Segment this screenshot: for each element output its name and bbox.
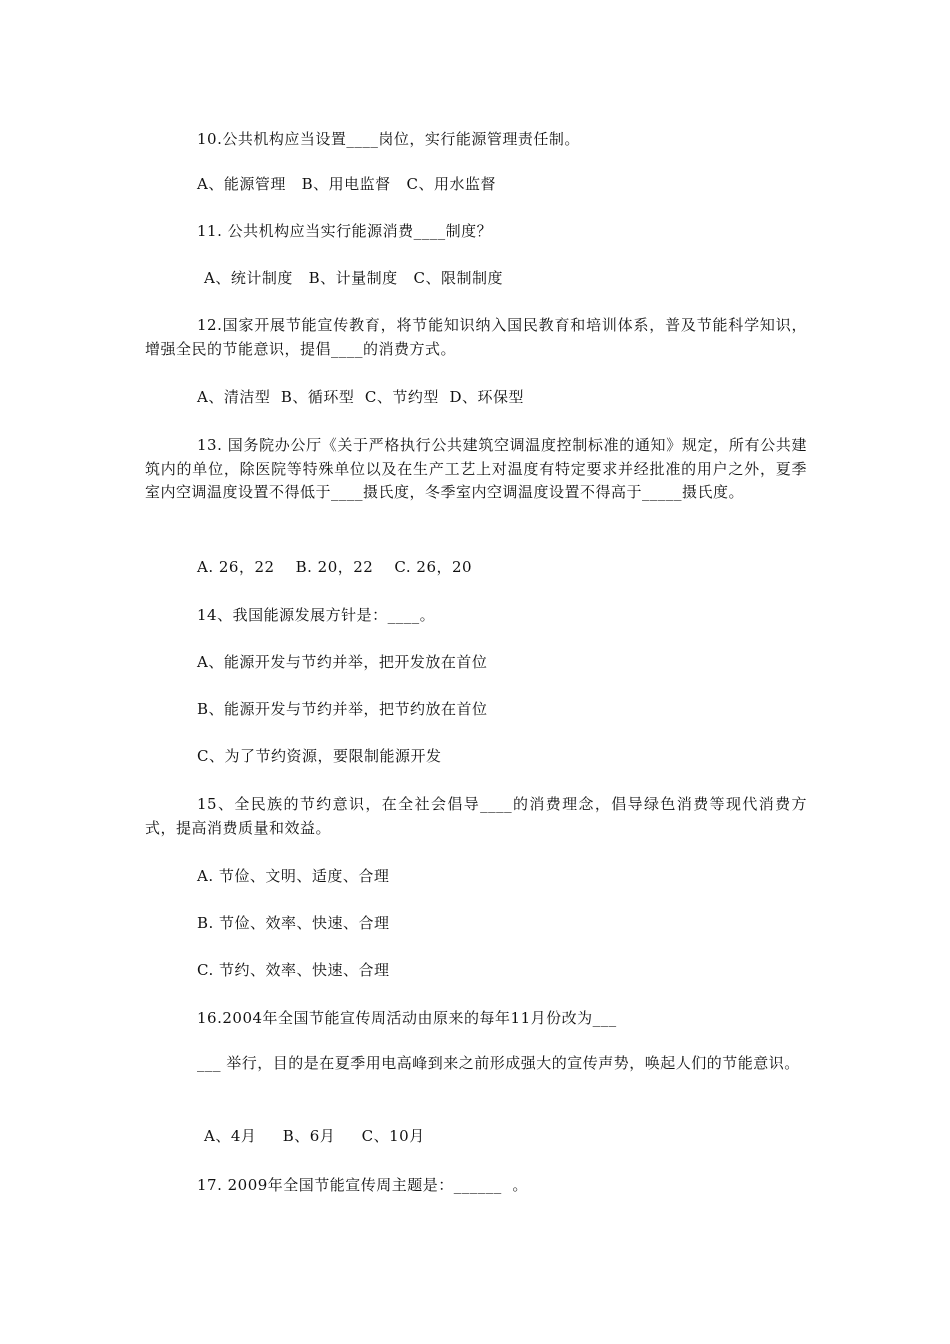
question-15-option-c: C. 节约、效率、快速、合理 — [197, 961, 390, 979]
question-10-stem: 10.公共机构应当设置____岗位，实行能源管理责任制。 — [197, 130, 580, 148]
question-11-stem: 11. 公共机构应当实行能源消费____制度？ — [197, 222, 493, 240]
question-14-option-b: B、能源开发与节约并举，把节约放在首位 — [197, 700, 488, 718]
question-15-option-b: B. 节俭、效率、快速、合理 — [197, 914, 390, 932]
question-16-stem-line1: 16.2004年全国节能宣传周活动由原来的每年11月份改为___ — [197, 1009, 617, 1027]
question-10-options: A、能源管理 B、用电监督 C、用水监督 — [197, 175, 496, 193]
question-13-stem: 13. 国务院办公厅《关于严格执行公共建筑空调温度控制标准的通知》规定，所有公共建筑内的单位，除医院等特殊单位以及在生产工艺上对温度有特定要求并经批准的用户之外，夏季室内空调温度设置不得低于____摄氏度，冬季室内空调温度设置不得高于_____摄氏度。 — [145, 436, 807, 501]
question-11-options: A、统计制度 B、计量制度 C、限制制度 — [204, 269, 503, 287]
question-17-stem: 17. 2009年全国节能宣传周主题是：______ 。 — [197, 1176, 528, 1194]
question-14-option-a: A、能源开发与节约并举，把开发放在首位 — [197, 653, 488, 671]
question-14-stem: 14、我国能源发展方针是：____。 — [197, 606, 436, 624]
question-16-options: A、4月 B、6月 C、10月 — [204, 1127, 425, 1145]
question-16-stem-line2: ___ 举行，目的是在夏季用电高峰到来之前形成强大的宣传声势，唤起人们的节能意识。 — [197, 1054, 800, 1072]
question-15-stem: 15、全民族的节约意识，在全社会倡导____的消费理念，倡导绿色消费等现代消费方式，提高消费质量和效益。 — [145, 795, 807, 837]
question-15-option-a: A. 节俭、文明、适度、合理 — [197, 867, 390, 885]
question-13-options: A. 26，22 B. 20，22 C. 26，20 — [197, 558, 473, 576]
question-12-options: A、清洁型 B、循环型 C、节约型 D、环保型 — [197, 388, 524, 406]
question-12-stem: 12.国家开展节能宣传教育，将节能知识纳入国民教育和培训体系，普及节能科学知识，增强全民的节能意识，提倡____的消费方式。 — [145, 316, 807, 358]
question-14-option-c: C、为了节约资源，要限制能源开发 — [197, 747, 442, 765]
